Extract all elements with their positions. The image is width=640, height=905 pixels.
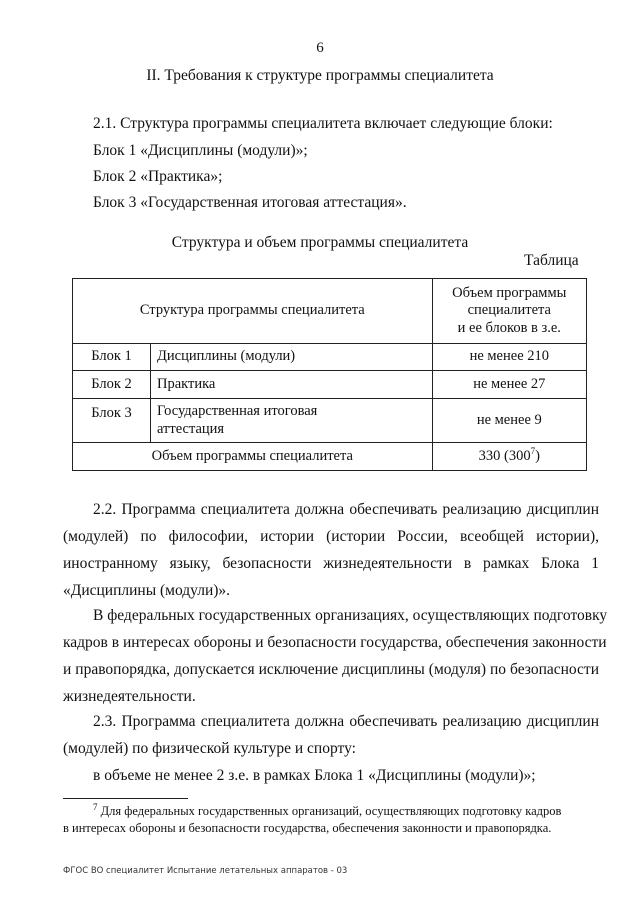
block-cell: Блок 1 — [73, 344, 151, 371]
paragraph-line: (модулей) по физической культуре и спорту: — [63, 740, 356, 757]
table-row — [73, 371, 587, 399]
section-heading: II. Требования к структуре программы специалитета — [146, 67, 494, 84]
footnote-line — [63, 803, 599, 820]
paragraph-line: 2.3. Программа специалитета должна обеспечивать реализацию дисциплин — [93, 713, 599, 730]
total-label-cell: Объем программы специалитета — [73, 443, 433, 471]
block-name-cell: Дисциплины (модули) — [151, 344, 433, 371]
table-header-row — [73, 279, 587, 344]
block-name-line1: Государственная итоговая — [157, 403, 318, 420]
footnote-line: в интересах обороны и безопасности государства, обеспечения законности и правопорядка. — [63, 821, 552, 835]
total-value: 330 (300 — [478, 447, 531, 464]
block3-line: Блок 3 «Государственная итоговая аттестация». — [93, 194, 407, 211]
paragraph-line: и правопорядка, допускается исключение дисциплины (модуля) по безопасности — [63, 661, 599, 678]
block-name-cell: Практика — [151, 371, 433, 399]
paragraph-line: «Дисциплины (модули)». — [63, 582, 231, 599]
total-value-cell — [432, 443, 586, 471]
paragraph-line: 2.2. Программа специалитета должна обеспечивать реализацию дисциплин — [93, 501, 599, 518]
table-total-row — [73, 443, 587, 471]
paragraph-federal — [63, 602, 608, 710]
table-caption: Структура и объем программы специалитета — [171, 234, 469, 251]
paragraph-line: жизнедеятельности. — [63, 688, 196, 705]
header-structure: Структура программы специалитета — [73, 279, 433, 344]
paragraph-line: (модулей) по философии, истории (истории России, всеобщей истории), — [63, 528, 599, 545]
volume-cell: не менее 9 — [432, 399, 586, 443]
block-name-cell — [151, 399, 433, 443]
page-number: 6 — [316, 40, 324, 56]
table-row — [73, 344, 587, 371]
block-name-line2: аттестация — [157, 420, 225, 437]
total-value-close: ) — [535, 447, 540, 464]
paragraph-2-2 — [63, 496, 599, 604]
footnote-ref: 7 — [530, 445, 536, 456]
structure-table — [72, 278, 587, 471]
paragraph-line: кадров в интересах обороны и безопасности государства, обеспечения законности — [63, 634, 607, 651]
block2-line: Блок 2 «Практика»; — [93, 168, 223, 185]
volume-cell: не менее 210 — [432, 344, 586, 371]
block-cell: Блок 2 — [73, 371, 151, 399]
volume-cell: не менее 27 — [432, 371, 586, 399]
footnote-text: Для федеральных государственных организаций, осуществляющих подготовку кадров — [97, 804, 562, 818]
block-cell: Блок 3 — [73, 399, 151, 443]
paragraph-line: иностранному языку, безопасности жизнедеятельности в рамках Блока 1 — [63, 555, 599, 572]
header-volume — [432, 279, 586, 344]
paragraph-line: в объеме не менее 2 з.е. в рамках Блока 1 «Дисциплины (модули)»; — [93, 767, 536, 784]
paragraph-line: В федеральных государственных организациях, осуществляющих подготовку — [93, 607, 608, 624]
footnote — [63, 803, 599, 837]
footnote-divider — [63, 798, 188, 799]
block1-line: Блок 1 «Дисциплины (модули)»; — [93, 142, 308, 159]
header-volume-line3: и ее блоков в з.е. — [457, 319, 561, 336]
page-footer: ФГОС ВО специалитет Испытание летательных аппаратов - 03 — [63, 866, 348, 876]
table-label: Таблица — [524, 252, 579, 269]
footnote-marker: 7 — [93, 801, 98, 812]
intro-line: 2.1. Структура программы специалитета включает следующие блоки: — [93, 115, 553, 132]
paragraph-2-3 — [63, 708, 599, 789]
header-volume-line1: Объем программы — [452, 284, 567, 301]
table-row — [73, 399, 587, 443]
header-volume-line2: специалитета — [467, 302, 551, 319]
